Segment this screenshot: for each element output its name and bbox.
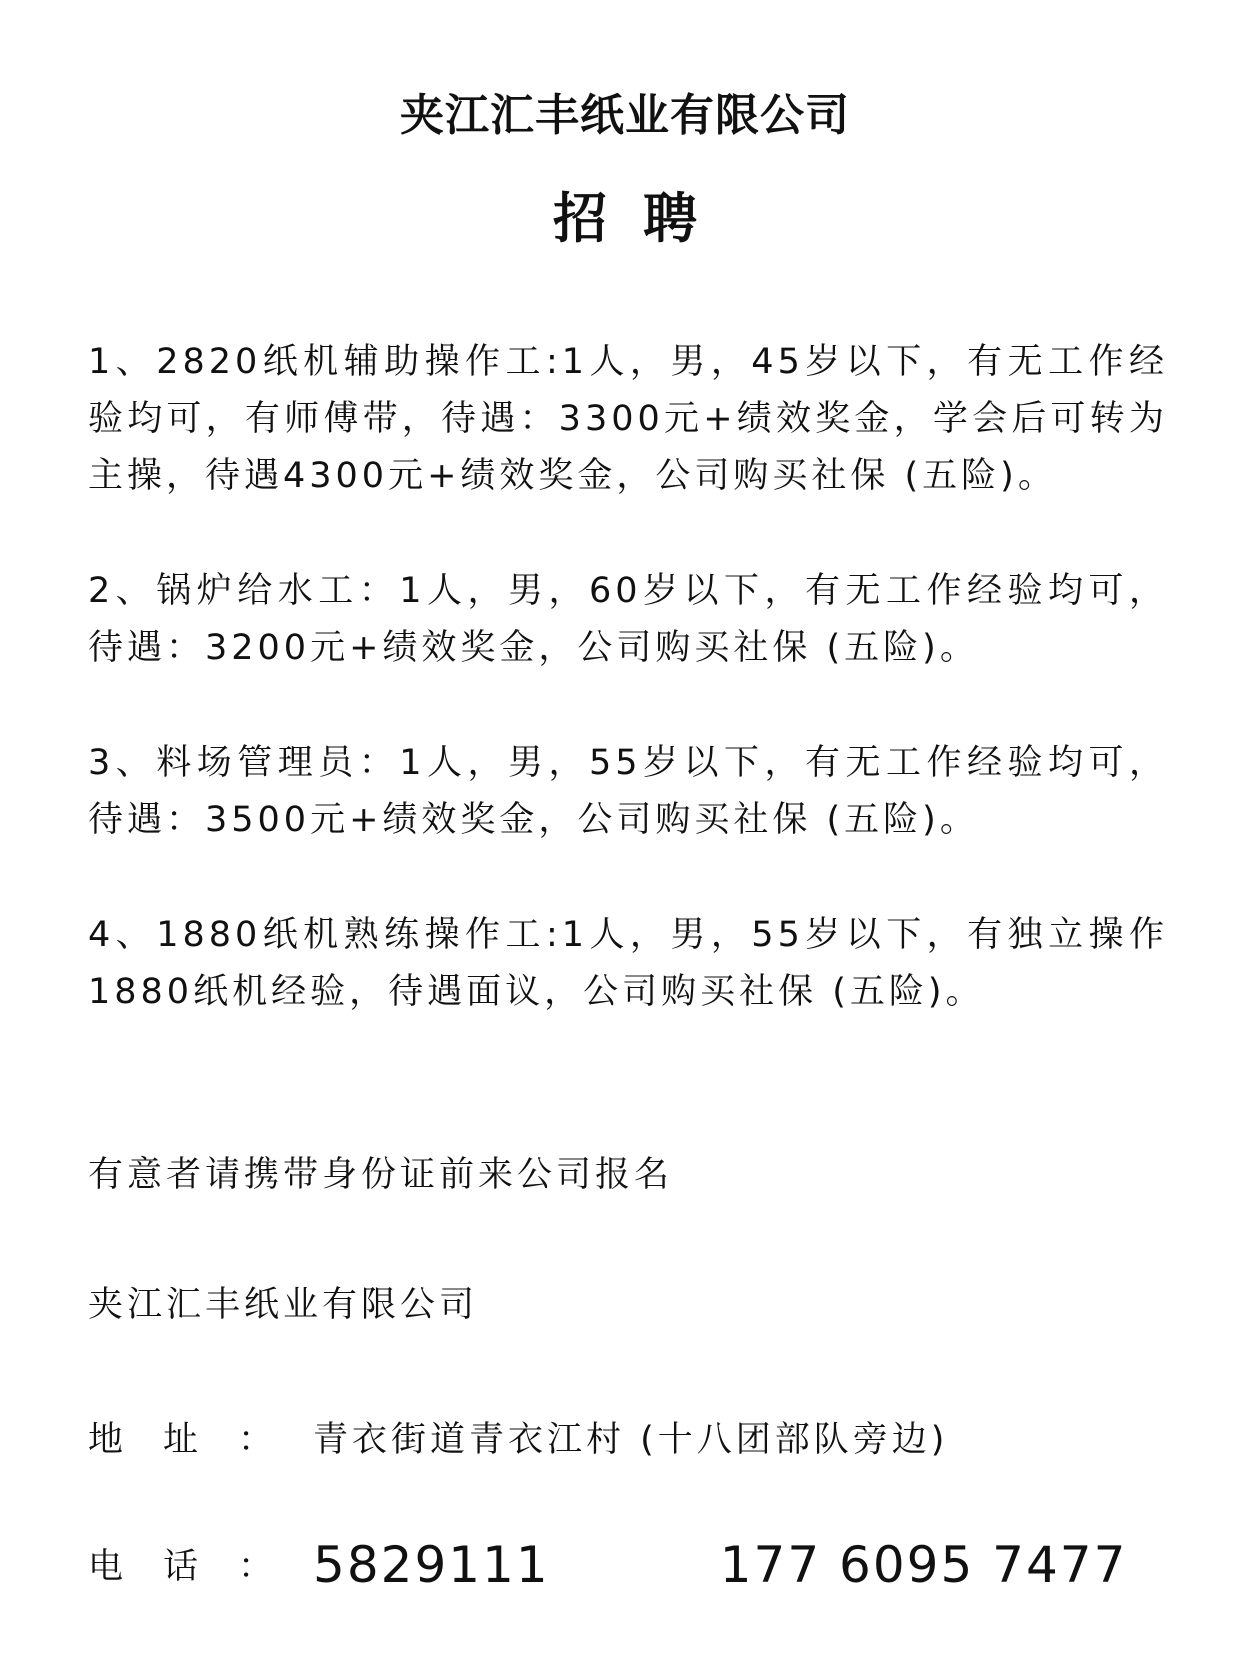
phone-number-mobile: 177 6095 7477 — [719, 1536, 1128, 1594]
job-list — [88, 334, 1168, 1079]
phone-number-landline: 5829111 — [313, 1536, 550, 1594]
footer-company: 夹江汇丰纸业有限公司 — [88, 1285, 479, 1325]
company-title: 夹江汇丰纸业有限公司 — [400, 90, 850, 141]
job-item-4: 4、1880纸机熟练操作工:1人，男，55岁以下，有独立操作1880纸机经验，待遇面议，公司购买社保 (五险)。 — [88, 915, 1168, 1012]
address-value: 青衣街道青衣江村 (十八团部队旁边) — [313, 1420, 949, 1460]
address-label: 地址： — [88, 1420, 314, 1460]
recruit-title: 招聘 — [553, 187, 733, 250]
job-item-2: 2、锅炉给水工：1人，男，60岁以下，有无工作经验均可，待遇：3200元+绩效奖金，公司购买社保 (五险)。 — [88, 571, 1168, 668]
phone-line — [88, 1536, 1188, 1594]
phone-label: 电话： — [88, 1547, 314, 1587]
apply-note: 有意者请携带身份证前来公司报名 — [88, 1155, 674, 1195]
address-line — [88, 1415, 1188, 1465]
job-item-3: 3、料场管理员：1人，男，55岁以下，有无工作经验均可，待遇：3500元+绩效奖金，公司购买社保 (五险)。 — [88, 743, 1168, 840]
job-item-1: 1、2820纸机辅助操作工:1人，男，45岁以下，有无工作经验均可，有师傅带，待遇：3300元+绩效奖金，学会后可转为主操，待遇4300元+绩效奖金，公司购买社保 (五险)。 — [88, 342, 1168, 496]
